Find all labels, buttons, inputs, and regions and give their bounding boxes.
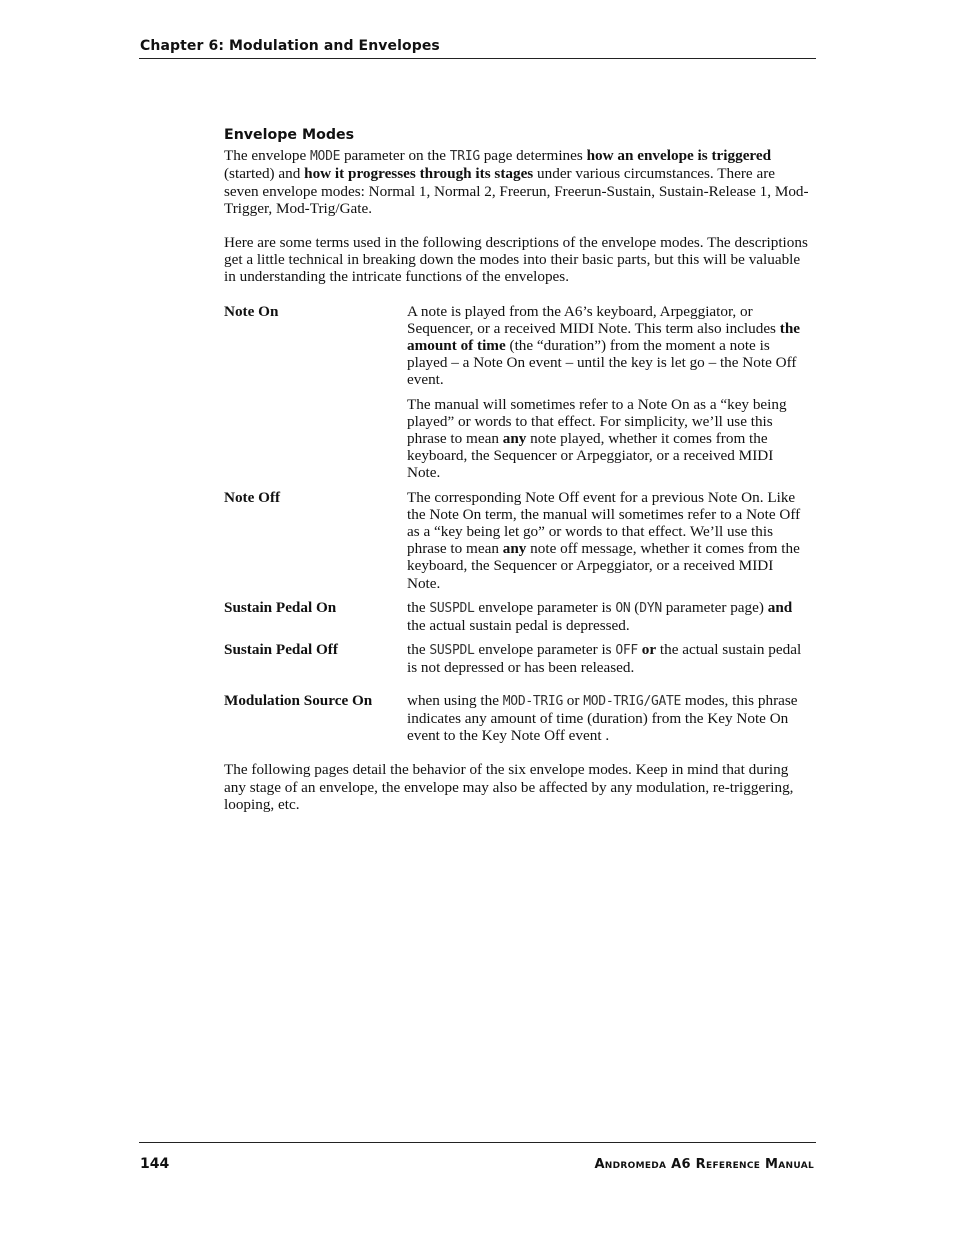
intro-text-4: (started) and — [224, 165, 305, 183]
text: or — [562, 691, 584, 709]
terms-list — [224, 303, 809, 745]
note-on-paragraph-1 — [407, 303, 809, 389]
intro-text-2: parameter on the — [340, 147, 450, 165]
term-note-off — [224, 489, 809, 592]
text: the actual sustain pedal is not depressed or has been released. — [407, 641, 802, 677]
term-description — [407, 692, 809, 745]
text: A note is played from the A6’s keyboard, Arpeggiator, or Sequencer, or a received MIDI Note. This term also includes — [407, 302, 780, 337]
page-header — [139, 36, 816, 59]
text: envelope parameter is — [474, 641, 616, 659]
bold-text: the amount of time — [407, 319, 801, 355]
term-modulation-source-on — [224, 692, 809, 745]
intro-text-1: The envelope — [224, 147, 311, 165]
sustain-on-paragraph — [407, 599, 809, 634]
text: the actual sustain pedal is depressed. — [407, 617, 630, 635]
bold-text: and — [767, 598, 793, 616]
term-description — [407, 599, 809, 634]
note-on-paragraph-2 — [407, 396, 809, 482]
term-sustain-pedal-off — [224, 641, 809, 676]
bold-text: any — [502, 540, 527, 558]
text: the — [407, 598, 430, 616]
terms-intro-paragraph: Here are some terms used in the following descriptions of the envelope modes. The descriptions get a little technical in breaking down the modes into their basic parts, but this will be valuable in understanding the intricate functions of the envelopes. — [224, 234, 808, 286]
text: The corresponding Note Off event for a previous Note On. Like the Note On term, the manual will sometimes refer to a Note Off as a “key being let go” or words to that effect. We’ll use this phrase to mean — [407, 488, 801, 558]
text: The manual will sometimes refer to a Note On as a “key being played” or words to that effect. For simplicity, we’ll use this phrase to mean — [407, 395, 787, 448]
intro-paragraph — [224, 147, 809, 217]
text: modes, this phrase indicates any amount of time (duration) from the Key Note On event to the Key Note Off event . — [407, 691, 798, 745]
mod-trig-gate-mode: MOD-TRIG/GATE — [583, 693, 682, 709]
text: the — [407, 641, 430, 659]
text: when using the — [407, 691, 503, 709]
term-note-on — [224, 303, 809, 482]
main-content — [224, 127, 809, 813]
page-footer — [139, 1142, 816, 1172]
dyn-page: DYN — [639, 600, 662, 616]
closing-paragraph: The following pages detail the behavior of the six envelope modes. Keep in mind that during any stage of an envelope, the envelope may also be affected by any modulation, re-triggering, looping, etc. — [224, 761, 794, 813]
term-description — [407, 303, 809, 482]
on-value: ON — [615, 600, 631, 616]
mod-source-paragraph — [407, 692, 809, 745]
bold-text: any — [502, 430, 527, 448]
off-value: OFF — [615, 643, 638, 659]
text: parameter page) — [661, 598, 768, 616]
term-description — [407, 489, 809, 592]
sustain-off-paragraph — [407, 641, 809, 676]
manual-title: Andromeda A6 Reference Manual — [594, 1157, 814, 1172]
term-label: Note Off — [224, 488, 281, 506]
intro-bold-2: how it progresses through its stages — [304, 165, 534, 183]
text: note played, whether it comes from the keyboard, the Sequencer or Arpeggiator, or a received MIDI Note. — [407, 430, 774, 482]
intro-text-3: page determines — [479, 147, 587, 165]
term-label: Modulation Source On — [224, 691, 373, 709]
term-sustain-pedal-on — [224, 599, 809, 634]
intro-text-5: under various circumstances. There are seven envelope modes: Normal 1, Normal 2, Freerun, Freerun-Sustain, Sustain-Release 1, Mod-Trigger, Mod-Trig/Gate. — [224, 165, 809, 217]
note-off-paragraph — [407, 489, 809, 592]
text: note off message, whether it comes from the keyboard, the Sequencer or Arpeggiator, or a received MIDI Note. — [407, 540, 800, 592]
suspdl-parameter: SUSPDL — [429, 600, 475, 616]
bold-text: or — [641, 641, 657, 659]
term-label: Sustain Pedal Off — [224, 641, 338, 659]
term-label: Sustain Pedal On — [224, 598, 337, 616]
chapter-title: Chapter 6: Modulation and Envelopes — [140, 38, 440, 54]
mode-parameter: MODE — [310, 149, 341, 165]
page-number: 144 — [140, 1156, 170, 1172]
term-description — [407, 641, 809, 676]
mod-trig-mode: MOD-TRIG — [502, 693, 563, 709]
text: ( — [630, 598, 640, 616]
text: (the “duration”) from the moment a note is played – a Note On event – until the key is let go – the Note Off event. — [407, 337, 797, 389]
term-label: Note On — [224, 302, 279, 320]
trig-page: TRIG — [449, 149, 480, 165]
section-heading: Envelope Modes — [224, 127, 355, 143]
suspdl-parameter: SUSPDL — [429, 643, 475, 659]
text: envelope parameter is — [474, 598, 616, 616]
intro-bold-1: how an envelope is triggered — [586, 147, 772, 165]
